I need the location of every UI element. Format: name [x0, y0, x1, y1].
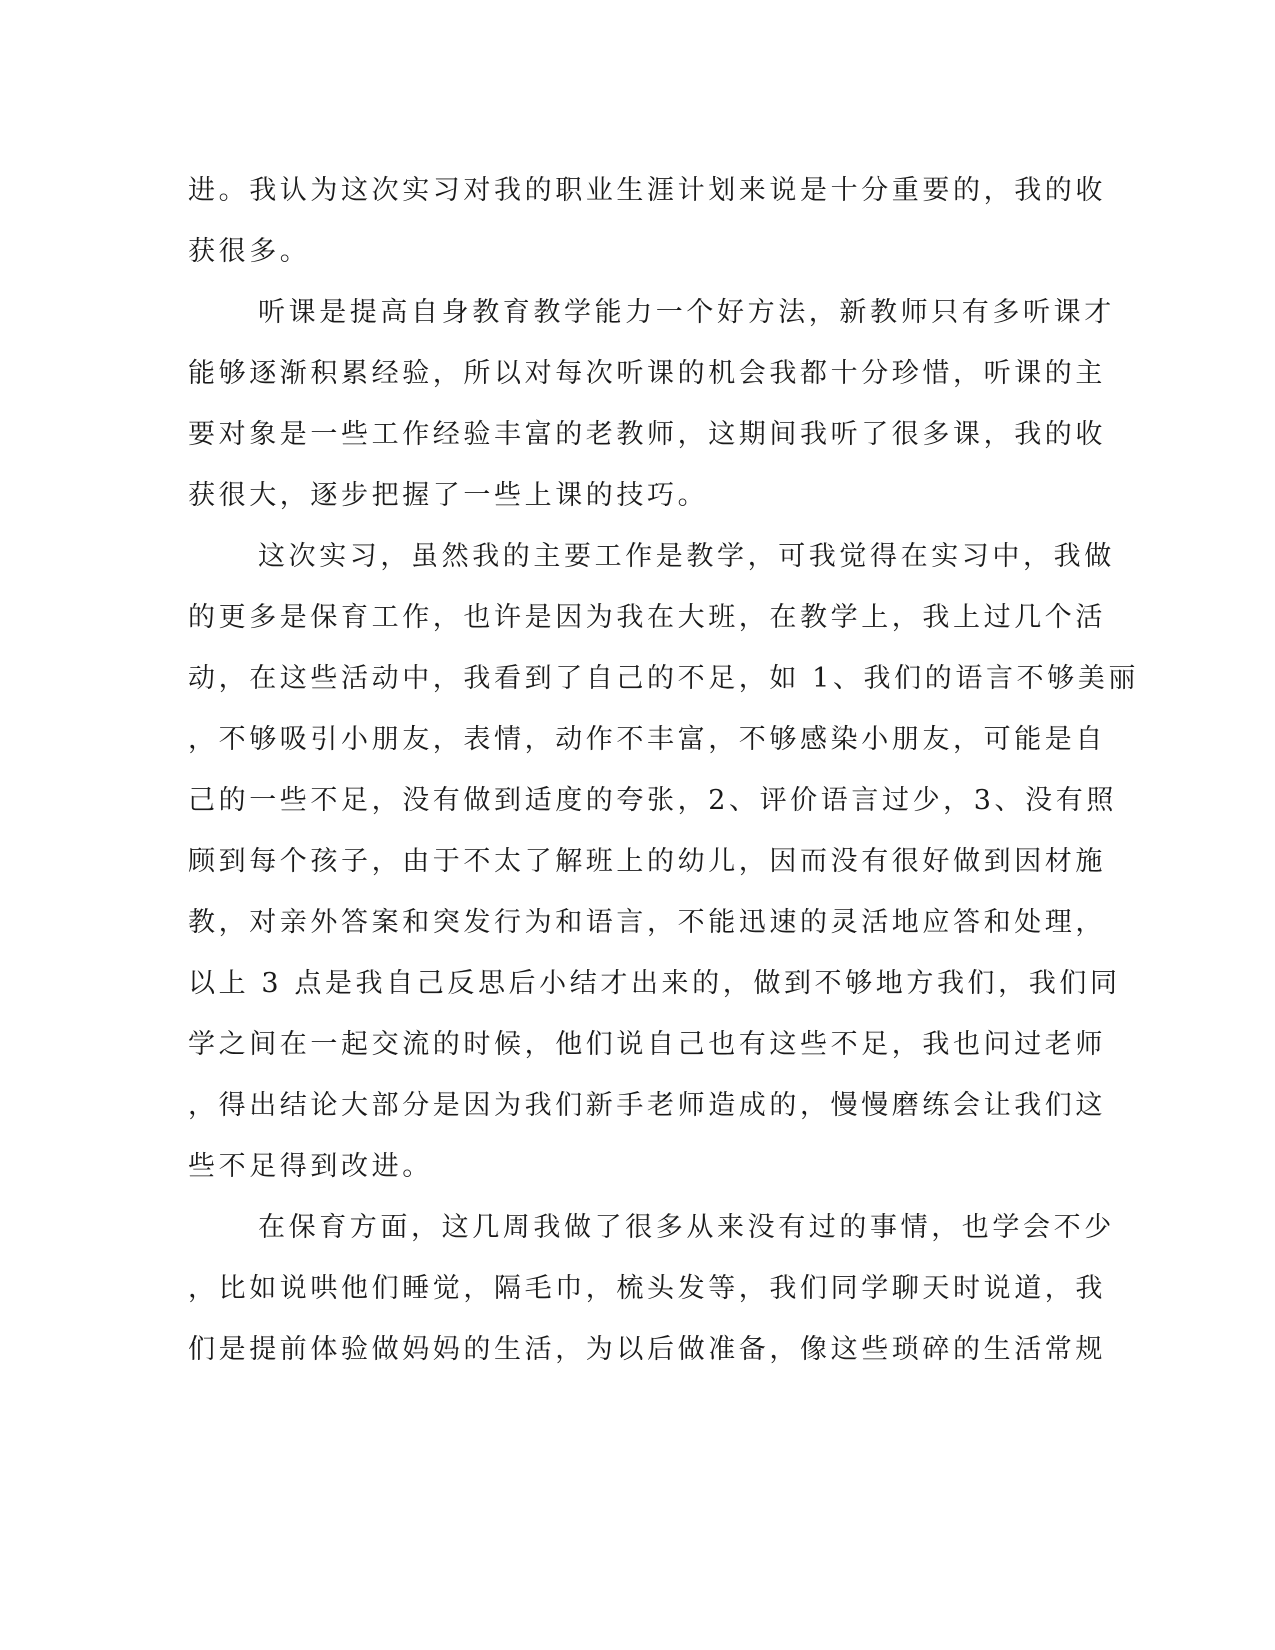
text-line: 顾到每个孩子，由于不太了解班上的幼儿，因而没有很好做到因材施: [188, 846, 1106, 877]
text-line: 获很大，逐步把握了一些上课的技巧。: [188, 480, 709, 511]
text-line: 获很多。: [188, 236, 311, 267]
text-line: 些不足得到改进。: [188, 1151, 433, 1182]
text-line: 动，在这些活动中，我看到了自己的不足，如 1、我们的语言不够美丽: [188, 663, 1139, 694]
document-body: [188, 160, 1139, 1380]
text-line: 的更多是保育工作，也许是因为我在大班，在教学上，我上过几个活: [188, 602, 1106, 633]
text-line: 进。我认为这次实习对我的职业生涯计划来说是十分重要的，我的收: [188, 175, 1106, 206]
text-line: ，不够吸引小朋友，表情，动作不丰富，不够感染小朋友，可能是自: [188, 724, 1106, 755]
paragraph-1: [188, 160, 1106, 282]
text-line: 听课是提高自身教育教学能力一个好方法，新教师只有多听课才: [258, 297, 1115, 328]
text-line: 们是提前体验做妈妈的生活，为以后做准备，像这些琐碎的生活常规: [188, 1334, 1106, 1365]
paragraph-4: [188, 1197, 1115, 1380]
text-line: 在保育方面，这几周我做了很多从来没有过的事情，也学会不少: [258, 1212, 1115, 1243]
paragraph-2: [188, 282, 1115, 526]
paragraph-3: [188, 526, 1139, 1197]
text-line: 以上 3 点是我自己反思后小结才出来的，做到不够地方我们，我们同: [188, 968, 1121, 999]
text-line: ，比如说哄他们睡觉，隔毛巾，梳头发等，我们同学聊天时说道，我: [188, 1273, 1106, 1304]
text-line: ，得出结论大部分是因为我们新手老师造成的，慢慢磨练会让我们这: [188, 1090, 1106, 1121]
text-line: 要对象是一些工作经验丰富的老教师，这期间我听了很多课，我的收: [188, 419, 1106, 450]
text-line: 能够逐渐积累经验，所以对每次听课的机会我都十分珍惜，听课的主: [188, 358, 1106, 389]
text-line: 学之间在一起交流的时候，他们说自己也有这些不足，我也问过老师: [188, 1029, 1106, 1060]
text-line: 己的一些不足，没有做到适度的夸张，2、评价语言过少，3、没有照: [188, 785, 1117, 816]
text-line: 教，对亲外答案和突发行为和语言，不能迅速的灵活地应答和处理，: [188, 907, 1106, 938]
text-line: 这次实习，虽然我的主要工作是教学，可我觉得在实习中，我做: [258, 541, 1115, 572]
